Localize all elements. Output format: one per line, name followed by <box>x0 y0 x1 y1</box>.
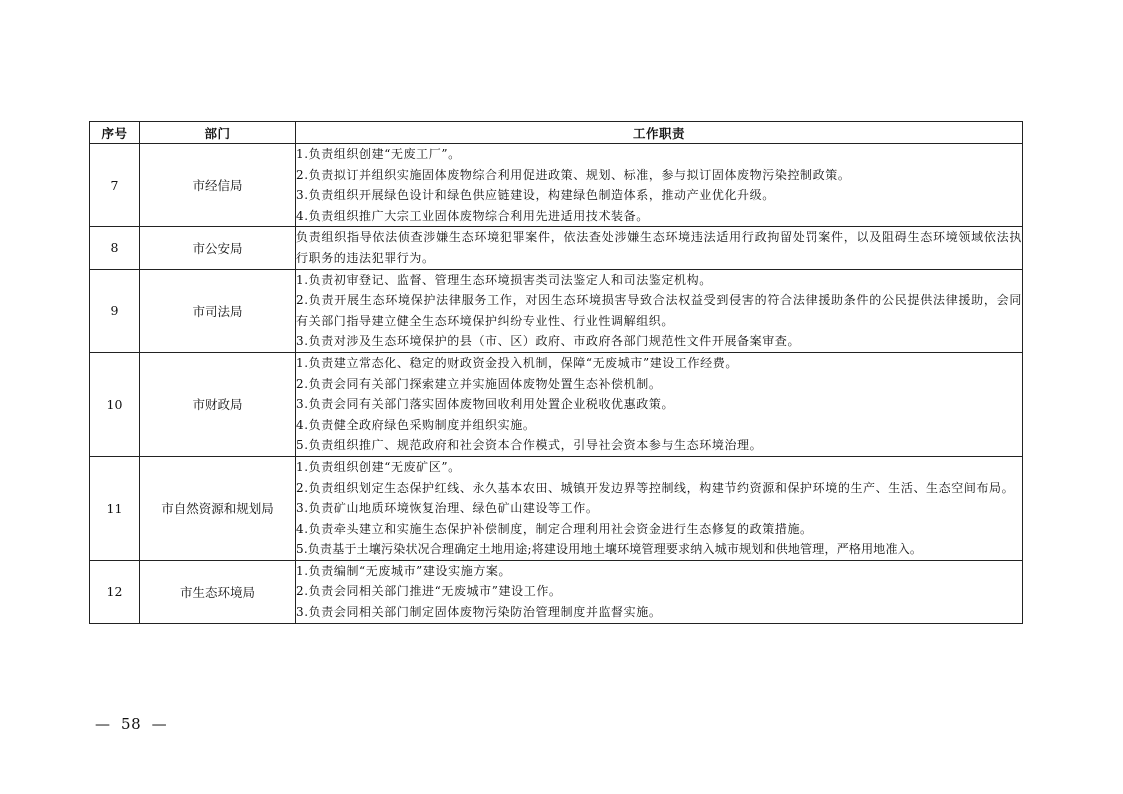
duty-item: 5.负责组织推广、规范政府和社会资本合作模式，引导社会资本参与生态环境治理。 <box>296 438 763 453</box>
duty-item: 4.负责健全政府绿色采购制度并组织实施。 <box>296 417 536 432</box>
table-row <box>90 560 1023 623</box>
row-number: 9 <box>90 269 140 352</box>
header-dept: 部门 <box>140 122 296 144</box>
duty-item: 3.负责组织开展绿色设计和绿色供应链建设，构建绿色制造体系，推动产业优化升级。 <box>296 188 775 203</box>
duty-item: 1.负责组织创建“无废矿区”。 <box>296 459 461 474</box>
duty-item: 3.负责会同有关部门落实固体废物回收利用处置企业税收优惠政策。 <box>296 397 675 412</box>
duty-item: 2.负责开展生态环境保护法律服务工作，对因生态环境损害导致合法权益受到侵害的符合法律援助条件的公民提供法律援助，会同有关部门指导建立健全生态环境保护纠纷专业性、行业性调解组织。 <box>296 293 1022 328</box>
row-department: 市经信局 <box>140 144 296 227</box>
header-duty: 工作职责 <box>296 122 1023 144</box>
row-duties <box>296 352 1023 456</box>
duty-item: 负责组织指导依法侦查涉嫌生态环境犯罪案件，依法查处涉嫌生态环境违法适用行政拘留处罚案件，以及阻碍生态环境领域依法执行职务的违法犯罪行为。 <box>296 230 1022 265</box>
table-row <box>90 269 1023 352</box>
row-number: 8 <box>90 227 140 269</box>
row-duties <box>296 560 1023 623</box>
duty-item: 1.负责初审登记、监督、管理生态环境损害类司法鉴定人和司法鉴定机构。 <box>296 272 712 287</box>
duty-item: 4.负责组织推广大宗工业固体废物综合利用先进适用技术装备。 <box>296 208 649 223</box>
duty-item: 1.负责组织创建“无废工厂”。 <box>296 147 461 161</box>
row-number: 12 <box>90 560 140 623</box>
row-department: 市生态环境局 <box>140 560 296 623</box>
table-row <box>90 352 1023 456</box>
duty-item: 2.负责拟订并组织实施固体废物综合利用促进政策、规划、标准，参与拟订固体废物污染控制政策。 <box>296 167 851 182</box>
table-row <box>90 456 1023 560</box>
duty-item: 3.负责矿山地质环境恢复治理、绿色矿山建设等工作。 <box>296 501 599 516</box>
row-number: 11 <box>90 456 140 560</box>
row-duties <box>296 144 1023 227</box>
row-number: 7 <box>90 144 140 227</box>
row-duties <box>296 227 1023 269</box>
table-row <box>90 227 1023 269</box>
duty-item: 4.负责牵头建立和实施生态保护补偿制度，制定合理利用社会资金进行生态修复的政策措施。 <box>296 521 813 536</box>
page-number: — 58 — <box>95 715 168 733</box>
duty-item: 1.负责建立常态化、稳定的财政资金投入机制，保障“无废城市”建设工作经费。 <box>296 355 738 370</box>
duty-item: 1.负责编制“无废城市”建设实施方案。 <box>296 563 512 578</box>
row-duties <box>296 269 1023 352</box>
duty-item: 5.负责基于土壤污染状况合理确定土地用途;将建设用地土壤环境管理要求纳入城市规划和供地管理，严格用地准入。 <box>296 542 923 557</box>
row-number: 10 <box>90 352 140 456</box>
duty-item: 2.负责组织划定生态保护红线、永久基本农田、城镇开发边界等控制线，构建节约资源和保护环境的生产、生活、生态空间布局。 <box>296 480 1015 495</box>
duty-item: 3.负责会同相关部门制定固体废物污染防治管理制度并监督实施。 <box>296 605 662 620</box>
duty-item: 2.负责会同相关部门推进“无废城市”建设工作。 <box>296 584 562 599</box>
duty-table <box>89 121 1023 624</box>
row-department: 市公安局 <box>140 227 296 269</box>
header-no: 序号 <box>90 122 140 144</box>
duty-item: 2.负责会同有关部门探索建立并实施固体废物处置生态补偿机制。 <box>296 376 662 391</box>
row-department: 市财政局 <box>140 352 296 456</box>
table-row <box>90 144 1023 227</box>
duty-item: 3.负责对涉及生态环境保护的县（市、区）政府、市政府各部门规范性文件开展备案审查。 <box>296 334 801 349</box>
table-header-row <box>90 122 1023 144</box>
row-department: 市司法局 <box>140 269 296 352</box>
row-duties <box>296 456 1023 560</box>
row-department: 市自然资源和规划局 <box>140 456 296 560</box>
